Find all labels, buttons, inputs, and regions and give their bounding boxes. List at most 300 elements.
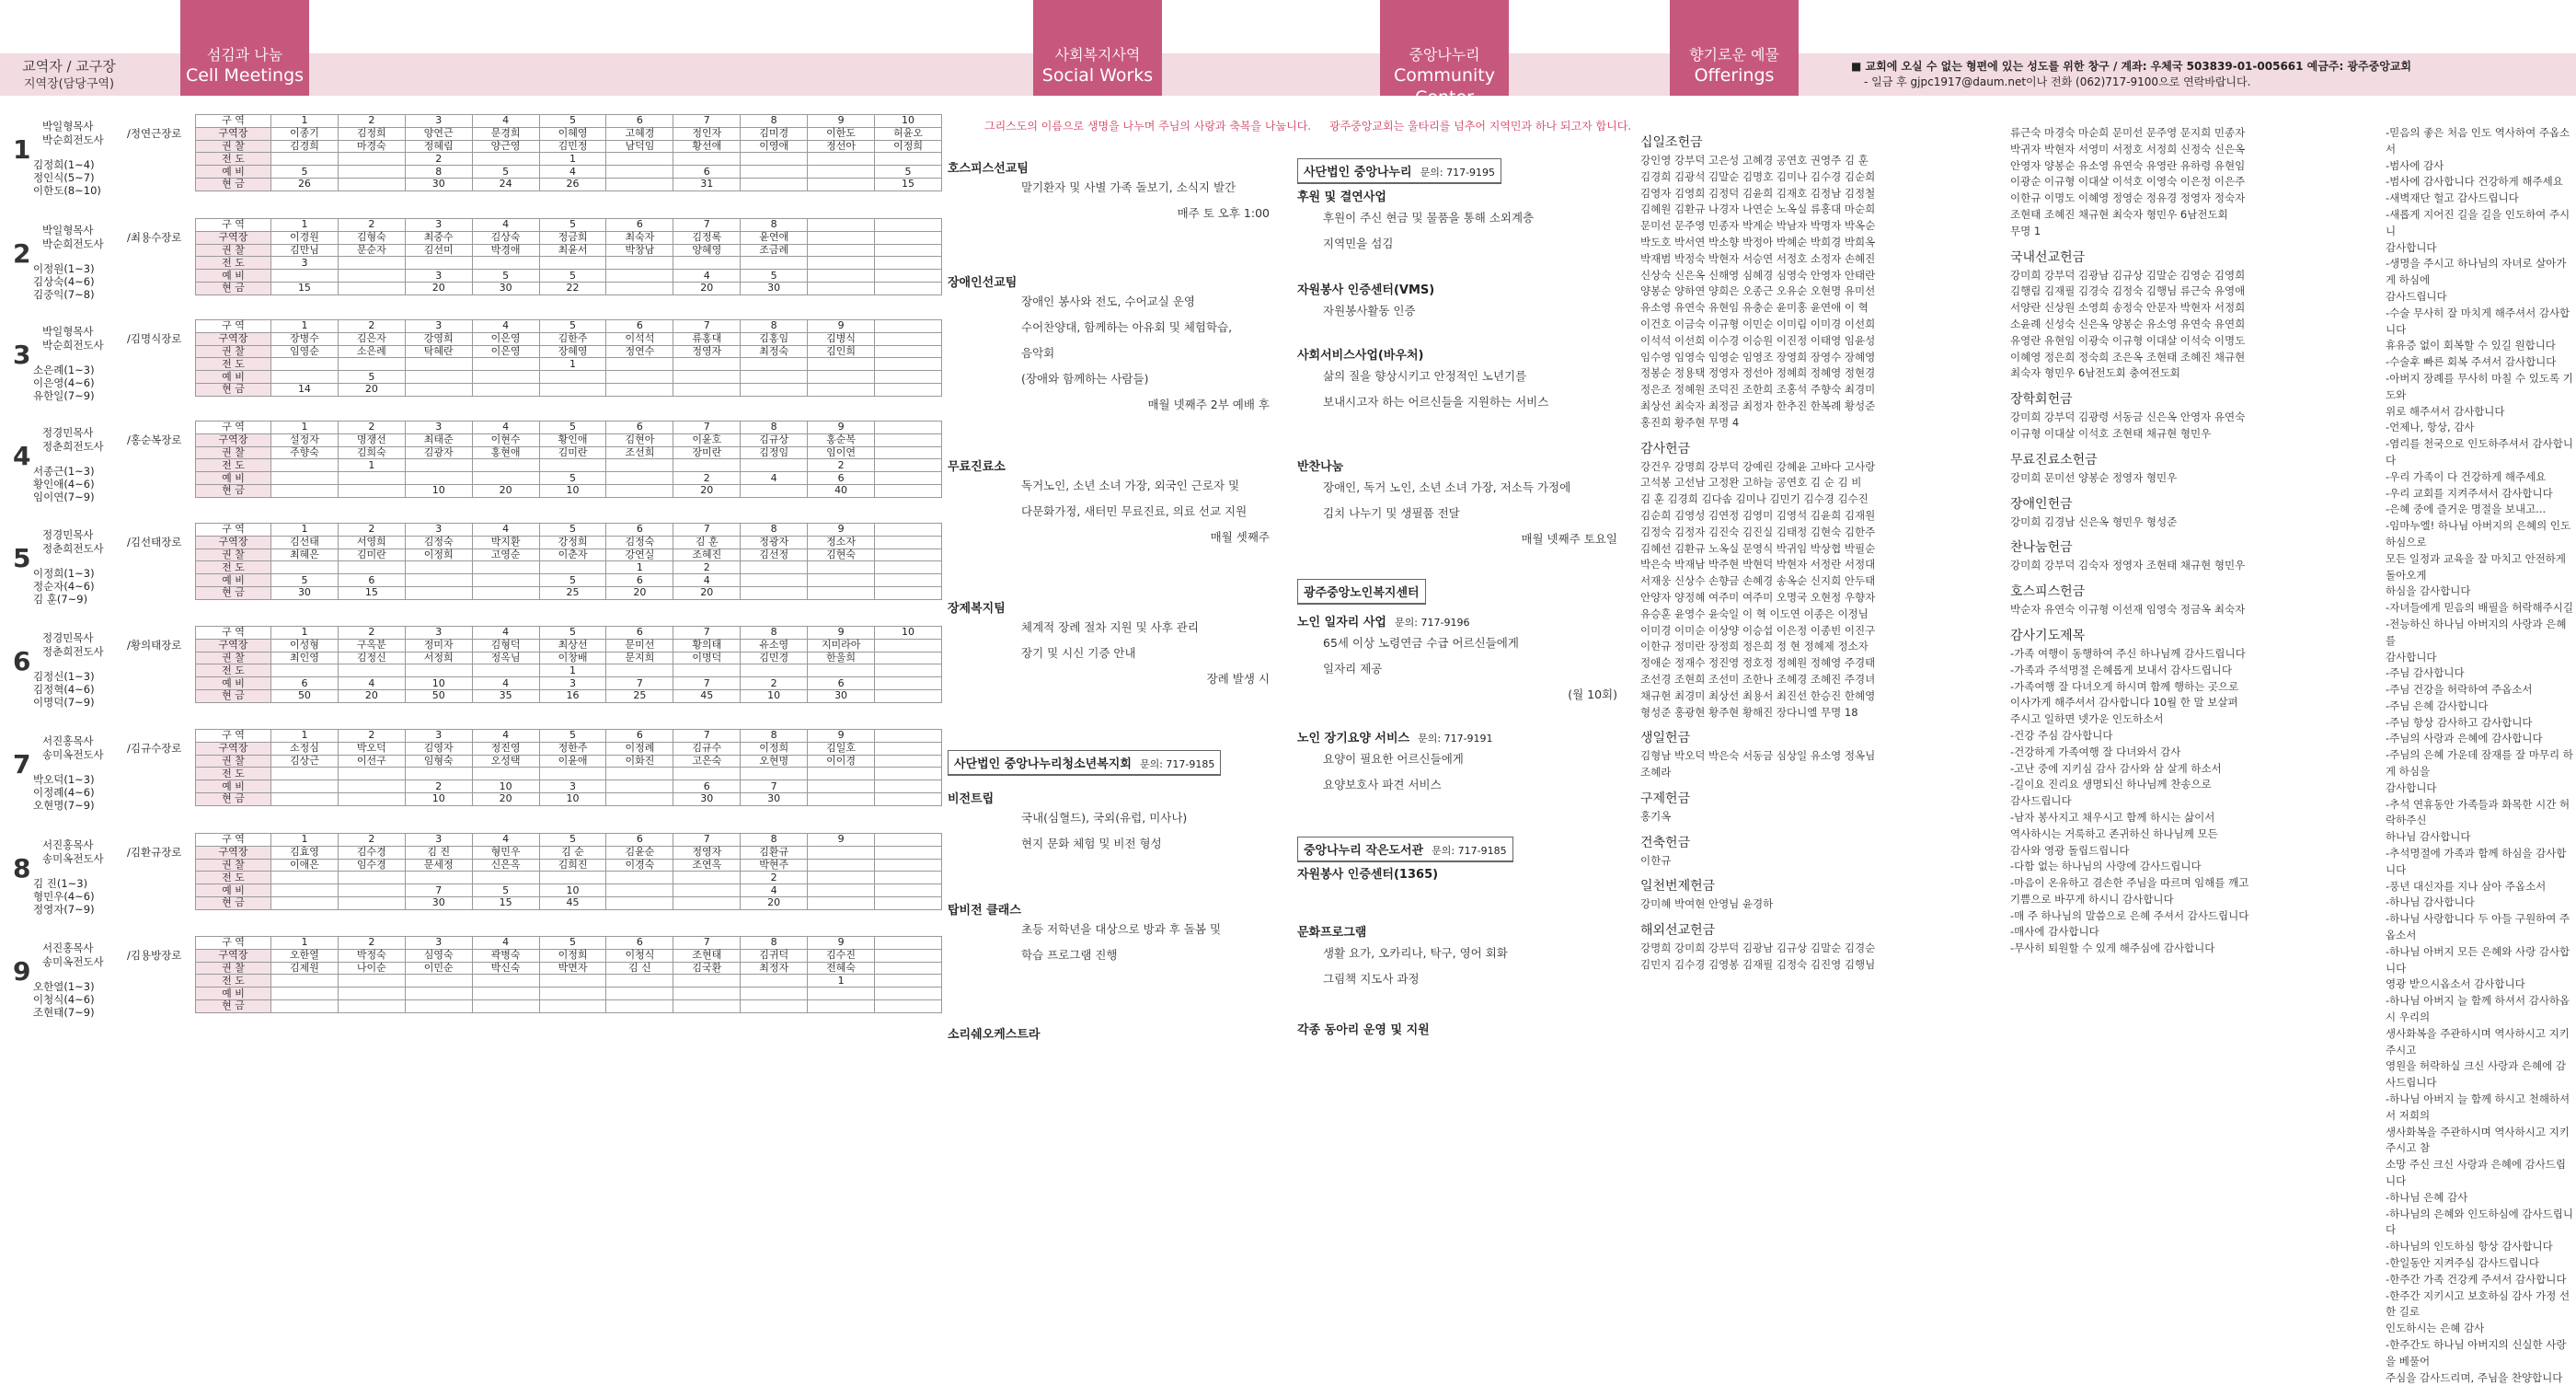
table-cell <box>741 383 808 396</box>
table-cell: 문순자 <box>338 244 405 257</box>
table-cell: 2 <box>338 937 405 950</box>
offering-section <box>2010 389 2374 443</box>
offerings-column-1 <box>1640 125 2004 974</box>
table-cell <box>606 896 673 909</box>
offering-line: 주시고 일하면 넷가운 인도하소서 <box>2010 712 2164 726</box>
section-title <box>948 789 994 806</box>
table-cell <box>875 689 942 702</box>
district-number: 2 <box>13 238 31 269</box>
table-cell: 8 <box>741 730 808 743</box>
pastor-names <box>42 941 104 969</box>
offering-line: 무명 1 <box>2010 224 2041 237</box>
table-cell: 박오덕 <box>338 742 405 755</box>
table-cell: 정영자 <box>673 345 741 358</box>
table-cell: 김만님 <box>271 244 339 257</box>
table-cell <box>539 459 606 472</box>
group-leader: 이정원(1~3) <box>33 262 95 275</box>
section-description <box>1323 941 1617 992</box>
table-cell: 10 <box>472 780 539 793</box>
offering-line: 역사하시는 거룩하고 존귀하신 하나님께 모든 <box>2010 826 2218 840</box>
offering-line: 정은조 정혜원 조덕진 조한희 조홍석 주향숙 최경미 <box>1640 383 1876 397</box>
table-row <box>196 859 942 872</box>
table-cell <box>875 231 942 244</box>
pastor-names <box>42 224 104 251</box>
section-title-text: 소리쉐오케스트라 <box>948 1028 1041 1042</box>
offering-line: 김정숙 김정자 김진숙 김진실 김태정 김현숙 김한주 <box>1640 525 1876 538</box>
table-cell: 2 <box>338 730 405 743</box>
table-cell: 김민정 <box>539 140 606 153</box>
offering-line: -건강하게 가족여행 잘 다녀와서 감사 <box>2010 745 2181 758</box>
table-cell: 5 <box>539 730 606 743</box>
table-cell <box>673 664 741 677</box>
table-cell: 4 <box>741 472 808 485</box>
row-label: 현 금 <box>196 999 271 1012</box>
offering-line: 휴유증 없이 회복할 수 있길 원합니다 <box>2386 339 2556 352</box>
table-cell: 정영자 <box>673 846 741 859</box>
elder-name: /황의태장로 <box>127 639 182 652</box>
description-line: 현지 문화 체험 및 비전 형성 <box>1021 837 1162 850</box>
description-line: 후원이 주신 현금 및 물품을 통해 소외계층 <box>1323 211 1535 225</box>
evangelist-name: 박순희전도사 <box>42 237 104 250</box>
pastor-names <box>42 528 104 556</box>
table-cell <box>875 652 942 664</box>
table-cell <box>741 166 808 179</box>
table-cell: 설정자 <box>271 433 339 446</box>
section-title-text: 탑비전 클래스 <box>948 904 1021 918</box>
table-cell: 이윤호 <box>673 433 741 446</box>
offering-section <box>1640 920 2004 974</box>
section-title-text: 후원 및 결연사업 <box>1297 191 1386 204</box>
offering-line: 감사합니다 <box>2386 780 2437 794</box>
cell-meeting-table <box>195 421 942 498</box>
offering-line: -주님 감사합니다 <box>2386 666 2465 680</box>
table-cell: 김선정 <box>741 549 808 561</box>
table-cell <box>808 244 875 257</box>
table-cell: 이현수 <box>472 433 539 446</box>
table-cell: 4 <box>472 524 539 537</box>
group-leader: 김정혁(4~6) <box>33 683 95 696</box>
table-cell: 1 <box>271 422 339 434</box>
table-cell <box>539 371 606 384</box>
row-label: 현 금 <box>196 282 271 295</box>
section-title <box>948 598 1006 616</box>
district-number: 9 <box>13 956 31 987</box>
evangelist-name: 송미옥전도사 <box>42 748 104 761</box>
offering-line: -주님 항상 감사하고 감사합니다 <box>2386 715 2533 729</box>
table-cell: 김선미 <box>405 244 472 257</box>
table-cell: 김 훈 <box>673 536 741 549</box>
table-cell: 30 <box>741 792 808 805</box>
group-leader: 임이연(7~9) <box>33 491 95 503</box>
offering-line: -하나님 아버지 모든 은혜와 사랑 감사합니다 <box>2386 944 2570 975</box>
description-line: 65세 이상 노령연금 수급 어르신들에게 <box>1323 636 1519 650</box>
table-cell: 5 <box>539 524 606 537</box>
pastor-name: 박일형목사 <box>42 120 94 133</box>
section-title <box>1297 864 1438 882</box>
offering-line: 영원을 허락하실 크신 사랑과 은혜에 감사드립니다 <box>2386 1059 2567 1090</box>
table-cell <box>808 896 875 909</box>
row-label: 현 금 <box>196 586 271 599</box>
offering-line: -수술 무사히 잘 마치게 해주셔서 감사합니다 <box>2386 306 2570 336</box>
row-label: 전 도 <box>196 768 271 780</box>
table-cell: 형민우 <box>472 846 539 859</box>
table-cell: 10 <box>875 627 942 640</box>
table-cell <box>741 459 808 472</box>
table-cell <box>875 639 942 652</box>
section-title <box>1297 612 1469 629</box>
offering-line: -남자 봉사지고 채우시고 함께 하시는 삶이서 <box>2010 810 2215 824</box>
group-leaders <box>33 980 95 1019</box>
offering-line: -주님 건강을 허락하여 주옵소서 <box>2386 683 2533 697</box>
section-title-text: 노인 장기요양 서비스 <box>1297 732 1410 745</box>
table-cell <box>741 257 808 270</box>
table-cell <box>741 358 808 371</box>
table-cell <box>539 975 606 988</box>
table-cell <box>338 282 405 295</box>
social-intro: 그리스도의 이름으로 생명을 나누며 주님의 사랑과 축복을 나눕니다. <box>984 120 1312 133</box>
table-cell: 2 <box>808 459 875 472</box>
table-cell: 정한주 <box>539 742 606 755</box>
center-intro: 광주중앙교회는 울타리를 넘추어 지역민과 하나 되고자 합니다. <box>1329 120 1632 133</box>
table-cell: 지미라아 <box>808 639 875 652</box>
table-cell: 5 <box>472 166 539 179</box>
table-cell: 서정희 <box>405 652 472 664</box>
row-label: 권 찰 <box>196 755 271 768</box>
offering-line: -다함 없는 하나님의 사랑에 감사드립니다 <box>2010 860 2202 873</box>
table-cell: 문미선 <box>606 639 673 652</box>
table-cell <box>875 561 942 574</box>
table-cell <box>875 988 942 1000</box>
table-cell: 정연수 <box>606 345 673 358</box>
section-description <box>1323 205 1617 257</box>
offering-line: 형성준 홍광현 황주현 황해진 장다니엘 무명 18 <box>1640 705 1858 719</box>
offering-heading: 해외선교헌금 <box>1640 923 1716 939</box>
row-label: 전 도 <box>196 257 271 270</box>
table-cell: 2 <box>741 872 808 884</box>
offering-line: 이한규 <box>1640 853 1672 867</box>
description-line: 매주 토 오후 1:00 <box>1177 206 1270 220</box>
row-label: 구 역 <box>196 524 271 537</box>
section-title-text: 비전트립 <box>948 792 995 806</box>
table-cell: 1 <box>271 730 339 743</box>
offering-line: 인도하시는 은혜 감사 <box>2386 1322 2485 1335</box>
table-cell <box>875 422 942 434</box>
table-cell <box>875 270 942 283</box>
offering-line: -우리 교회를 지켜주셔서 감사합니다 <box>2386 486 2553 500</box>
row-label: 구 역 <box>196 422 271 434</box>
section-phone: 문의: 717-9195 <box>1420 167 1496 179</box>
cell-meeting-block <box>0 216 189 312</box>
pastor-name: 서진홍목사 <box>42 941 94 954</box>
table-cell <box>875 446 942 459</box>
offering-line: 강미희 문미선 양봉순 정영자 형민우 <box>2010 470 2178 484</box>
table-cell: 최숙자 <box>606 231 673 244</box>
table-cell <box>539 988 606 1000</box>
table-cell: 5 <box>539 574 606 587</box>
pastor-names <box>42 120 104 147</box>
table-cell: 1 <box>271 115 339 128</box>
table-cell: 3 <box>405 937 472 950</box>
table-cell <box>875 586 942 599</box>
description-line: 매월 셋째주 <box>1210 530 1270 544</box>
offering-line: 안양자 양정혜 여주미 여주미 오명국 오현정 우향자 <box>1640 590 1876 604</box>
table-cell: 4 <box>338 677 405 690</box>
table-cell <box>539 383 606 396</box>
offering-line: 최숙자 형민우 6남전도회 충여전도회 <box>2010 366 2180 380</box>
table-cell: 8 <box>741 115 808 128</box>
table-row <box>196 755 942 768</box>
table-cell <box>808 219 875 232</box>
table-cell: 4 <box>673 270 741 283</box>
table-row <box>196 231 942 244</box>
elder-name: /김명식장로 <box>127 332 182 345</box>
table-cell <box>338 178 405 191</box>
offering-heading: 무료진료소헌금 <box>2010 452 2098 468</box>
table-cell: 9 <box>808 115 875 128</box>
tab-cell-meetings <box>180 0 309 96</box>
table-row <box>196 884 942 897</box>
table-cell: 25 <box>606 689 673 702</box>
section-description <box>1021 473 1270 550</box>
table-cell: 1 <box>271 834 339 847</box>
table-cell: 5 <box>539 472 606 485</box>
row-label: 구역장 <box>196 332 271 345</box>
offering-line: -하나님 아버지 늘 함께 하셔서 감사하옵시 우리의 <box>2386 994 2570 1024</box>
table-cell: 김정숙 <box>606 536 673 549</box>
offering-heading: 감사헌금 <box>1640 441 1691 456</box>
row-label: 권 찰 <box>196 962 271 975</box>
row-label: 권 찰 <box>196 652 271 664</box>
row-label: 현 금 <box>196 792 271 805</box>
table-cell: 1 <box>271 937 339 950</box>
table-cell: 이윤애 <box>539 755 606 768</box>
table-cell <box>472 472 539 485</box>
section-title-text: 사단법인 중앙나누리 <box>1304 166 1412 179</box>
offering-line: 류근숙 마경숙 마순희 문미선 문주영 문지희 민종자 <box>2010 126 2246 139</box>
pastor-name: 정경민목사 <box>42 631 94 644</box>
section-description <box>1323 475 1617 552</box>
table-cell <box>405 872 472 884</box>
table-cell: 20 <box>606 586 673 599</box>
table-cell <box>741 975 808 988</box>
table-cell <box>606 884 673 897</box>
offering-line: 김경희 김광석 김말순 김명호 김미나 김수경 김순희 <box>1640 169 1876 183</box>
table-cell <box>338 472 405 485</box>
table-cell <box>808 872 875 884</box>
table-row <box>196 768 942 780</box>
table-cell: 45 <box>673 689 741 702</box>
row-label: 구역장 <box>196 949 271 962</box>
table-cell <box>875 244 942 257</box>
table-cell <box>606 358 673 371</box>
table-cell <box>673 872 741 884</box>
tab-center-ko: 중앙나누리 <box>1409 46 1480 64</box>
section-title <box>1297 158 1501 184</box>
table-cell <box>875 153 942 166</box>
table-cell <box>808 846 875 859</box>
cell-meeting-table <box>195 626 942 703</box>
description-line: 체계적 장례 절차 지원 및 사후 관리 <box>1021 620 1199 634</box>
table-cell <box>271 472 339 485</box>
table-cell <box>472 153 539 166</box>
table-cell: 최태준 <box>405 433 472 446</box>
offering-line: 안영자 양봉순 유소영 유연숙 유영란 유하령 유현임 <box>2010 158 2246 172</box>
table-cell: 2 <box>338 524 405 537</box>
offering-line: -염리를 천국으로 인도하주셔서 감사합니다 <box>2386 437 2573 467</box>
table-cell: 나이순 <box>338 962 405 975</box>
offering-line: 위로 해주셔서 감사합니다 <box>2386 404 2505 418</box>
table-cell <box>472 358 539 371</box>
table-cell <box>808 282 875 295</box>
table-cell: 김미경 <box>741 127 808 140</box>
table-row <box>196 383 942 396</box>
table-cell: 주향숙 <box>271 446 339 459</box>
table-cell <box>673 358 741 371</box>
table-cell <box>875 755 942 768</box>
offering-line: 강미희 강부덕 김광남 김규상 김말순 김영순 김영희 <box>2010 268 2246 282</box>
table-cell <box>606 472 673 485</box>
table-cell <box>606 257 673 270</box>
table-cell: 2 <box>405 153 472 166</box>
group-leader: 김상숙(4~6) <box>33 275 95 288</box>
table-cell <box>539 999 606 1012</box>
table-cell <box>539 257 606 270</box>
table-cell <box>875 730 942 743</box>
offering-section <box>1640 876 2004 913</box>
table-cell: 신은옥 <box>472 859 539 872</box>
table-cell: 7 <box>673 320 741 333</box>
table-cell: 조금례 <box>741 244 808 257</box>
table-cell <box>606 459 673 472</box>
table-cell: 30 <box>673 792 741 805</box>
cell-meeting-block <box>0 112 189 208</box>
table-row <box>196 988 942 1000</box>
row-label: 권 찰 <box>196 859 271 872</box>
table-cell: 20 <box>673 282 741 295</box>
offerings-column-2 <box>2010 125 2374 957</box>
table-cell: 김형덕 <box>472 639 539 652</box>
offering-line: 김혜선 김환규 노옥실 문영식 박귀임 박상협 박필순 <box>1640 541 1876 555</box>
table-cell: 소정심 <box>271 742 339 755</box>
row-label: 구역장 <box>196 433 271 446</box>
table-row <box>196 664 942 677</box>
table-cell <box>338 792 405 805</box>
table-cell: 20 <box>338 689 405 702</box>
table-cell <box>673 975 741 988</box>
table-cell: 5 <box>741 270 808 283</box>
section-title <box>948 456 1006 474</box>
table-cell <box>808 561 875 574</box>
table-row <box>196 561 942 574</box>
pastor-names <box>42 631 104 659</box>
table-cell <box>606 988 673 1000</box>
table-cell: 7 <box>673 677 741 690</box>
table-cell <box>808 586 875 599</box>
table-cell: 3 <box>405 524 472 537</box>
group-leader: 이청식(4~6) <box>33 993 95 1006</box>
table-row <box>196 358 942 371</box>
table-cell: 4 <box>472 937 539 950</box>
table-cell: 김홍임 <box>741 332 808 345</box>
table-cell: 황인애 <box>539 433 606 446</box>
section-title <box>1297 728 1493 745</box>
table-cell: 양혜영 <box>673 244 741 257</box>
group-leader: 정인식(5~7) <box>33 171 95 184</box>
cell-meeting-table <box>195 114 942 191</box>
table-row <box>196 574 942 587</box>
description-line: 요양보호사 파견 서비스 <box>1323 778 1442 791</box>
row-label: 현 금 <box>196 484 271 497</box>
tab-offerings <box>1670 0 1799 96</box>
pastor-name: 박일형목사 <box>42 325 94 338</box>
table-cell: 1 <box>539 153 606 166</box>
row-label: 현 금 <box>196 383 271 396</box>
row-label: 구역장 <box>196 846 271 859</box>
section-phone: 문의: 717-9191 <box>1418 733 1493 745</box>
table-cell: 김수경 <box>338 846 405 859</box>
offering-line: 조선경 조현희 조선미 조한나 조혜경 조혜진 주경녀 <box>1640 672 1876 686</box>
table-cell <box>338 780 405 793</box>
row-label: 전 도 <box>196 358 271 371</box>
table-cell: 3 <box>405 627 472 640</box>
offering-line: 서재웅 신상수 손향금 손혜경 송옥순 신지희 안두태 <box>1640 574 1876 588</box>
description-line: 일자리 제공 <box>1323 662 1383 676</box>
table-cell: 5 <box>539 219 606 232</box>
table-cell: 이명덕 <box>673 652 741 664</box>
offering-line: 감사드립니다 <box>2010 794 2072 808</box>
table-cell: 2 <box>338 219 405 232</box>
table-cell: 김수진 <box>808 949 875 962</box>
section-title-text: 장제복지팀 <box>948 602 1006 616</box>
offering-heading: 호스피스헌금 <box>2010 584 2086 600</box>
table-cell: 9 <box>808 320 875 333</box>
pastor-name: 서진홍목사 <box>42 734 94 747</box>
group-leader: 유한일(7~9) <box>33 389 95 402</box>
table-cell: 박신숙 <box>472 962 539 975</box>
group-leader: 황인애(4~6) <box>33 478 95 491</box>
tab-social-en: Social Works <box>1041 65 1154 86</box>
table-row <box>196 937 942 950</box>
row-label: 구 역 <box>196 627 271 640</box>
table-cell <box>673 383 741 396</box>
group-leader: 이정례(4~6) <box>33 786 95 799</box>
offering-line: -아버지 장례를 무사히 마칠 수 있도록 기도와 <box>2386 371 2573 401</box>
table-cell: 8 <box>741 219 808 232</box>
offering-section <box>1640 133 2004 432</box>
tab-cell-ko: 섬김과 나눔 <box>206 46 283 64</box>
table-cell: 4 <box>472 320 539 333</box>
group-leader: 이은영(4~6) <box>33 376 95 389</box>
description-line: 음악회 <box>1021 346 1055 360</box>
row-label: 전 도 <box>196 561 271 574</box>
table-cell: 1 <box>539 664 606 677</box>
section-description <box>1021 175 1270 226</box>
table-cell <box>338 270 405 283</box>
table-cell: 김희진 <box>539 859 606 872</box>
table-cell <box>338 768 405 780</box>
table-cell <box>271 153 339 166</box>
table-cell <box>875 536 942 549</box>
table-cell <box>808 270 875 283</box>
table-cell <box>271 459 339 472</box>
table-cell: 이정희 <box>405 549 472 561</box>
offering-line: -추석 연휴동안 가족들과 화목한 시간 허락하주신 <box>2386 797 2570 827</box>
section-title <box>1297 280 1434 297</box>
table-cell <box>673 459 741 472</box>
group-leaders <box>33 364 95 402</box>
table-cell <box>808 231 875 244</box>
cell-meeting-table <box>195 523 942 600</box>
